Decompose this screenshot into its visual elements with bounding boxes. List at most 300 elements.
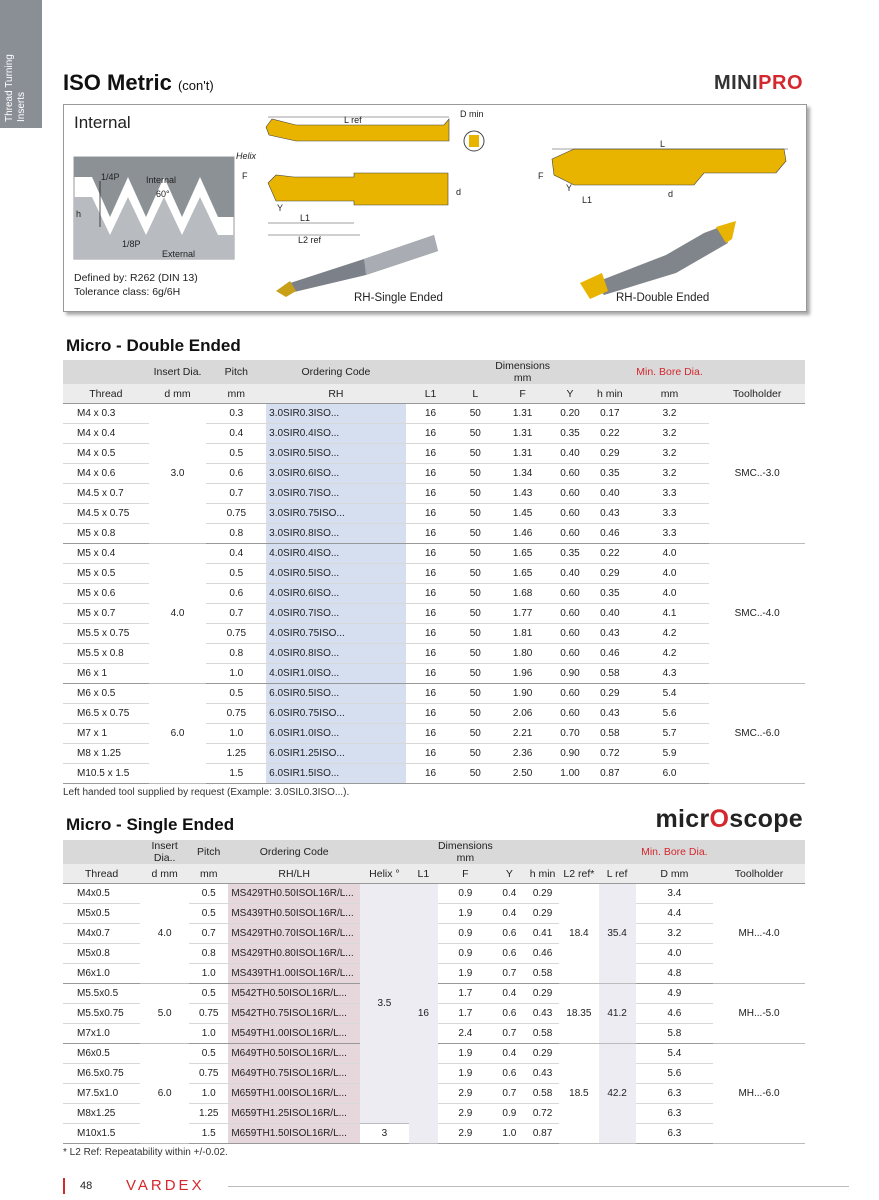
ordering-code-cell: MS429TH0.50ISOL16R/L... <box>228 884 360 904</box>
svg-text:Y: Y <box>566 183 573 193</box>
min-bore-cell: 4.3 <box>630 664 710 684</box>
ordering-code-cell: 6.0SIR0.5ISO... <box>266 684 406 704</box>
dimension-cell: 16 <box>406 504 456 524</box>
header-cell: Thread <box>63 384 149 404</box>
thread-cell: M5 x 0.4 <box>63 544 149 564</box>
ordering-code-cell: 4.0SIR0.5ISO... <box>266 564 406 584</box>
dimension-cell: 0.43 <box>590 504 630 524</box>
min-bore-cell: 4.0 <box>630 544 710 564</box>
header-cell: Insert Dia.. <box>140 840 189 864</box>
pitch-cell: 0.3 <box>206 404 266 424</box>
dimension-cell: 0.4 <box>493 984 526 1004</box>
dimension-cell: 0.29 <box>590 684 630 704</box>
pitch-cell: 1.25 <box>206 744 266 764</box>
pitch-cell: 0.75 <box>206 704 266 724</box>
dimension-cell: 0.70 <box>550 724 590 744</box>
single-ended-drawing <box>236 109 484 297</box>
dimension-cell: 0.9 <box>438 924 493 944</box>
thread-cell: M5 x 0.8 <box>63 524 149 544</box>
single-ended-note: * L2 Ref: Repeatability within +/-0.02. <box>63 1147 228 1158</box>
min-bore-cell: 4.0 <box>636 944 713 964</box>
thread-cell: M5x0.5 <box>63 904 140 924</box>
dimension-cell: 50 <box>455 504 495 524</box>
header-cell: mm <box>206 384 266 404</box>
toolholder-cell: SMC..-4.0 <box>709 544 805 684</box>
thread-cell: M6.5 x 0.75 <box>63 704 149 724</box>
thread-cell: M5.5x0.75 <box>63 1004 140 1024</box>
dimension-cell: 16 <box>406 584 456 604</box>
ordering-code-cell: MS439TH0.50ISOL16R/L... <box>228 904 360 924</box>
l-ref-cell: 35.4 <box>599 884 636 984</box>
header-cell: mm <box>189 864 228 884</box>
dimension-cell: 50 <box>455 644 495 664</box>
min-bore-cell: 6.0 <box>630 764 710 784</box>
table-header-row <box>63 840 805 864</box>
min-bore-cell: 3.2 <box>636 924 713 944</box>
pitch-cell: 1.5 <box>206 764 266 784</box>
svg-text:F: F <box>242 171 248 181</box>
header-cell: RH <box>266 384 406 404</box>
dimension-cell: 50 <box>455 584 495 604</box>
thread-cell: M4 x 0.4 <box>63 424 149 444</box>
pitch-cell: 1.0 <box>189 1024 228 1044</box>
l2-ref-cell: 18.35 <box>559 984 598 1044</box>
ordering-code-cell: MS439TH1.00ISOL16R/L... <box>228 964 360 984</box>
dimension-cell: 50 <box>455 684 495 704</box>
l1-cell: 16 <box>409 884 438 1144</box>
pitch-cell: 0.4 <box>206 424 266 444</box>
ordering-code-cell: 3.0SIR0.3ISO... <box>266 404 406 424</box>
ordering-code-cell: 6.0SIR1.5ISO... <box>266 764 406 784</box>
ordering-code-cell: MS429TH0.80ISOL16R/L... <box>228 944 360 964</box>
header-cell: L ref <box>599 864 636 884</box>
dimension-cell: 16 <box>406 644 456 664</box>
header-cell: Pitch <box>206 360 266 384</box>
dimension-cell: 1.9 <box>438 1044 493 1064</box>
header-cell: Y <box>493 864 526 884</box>
toolholder-cell: MH...-4.0 <box>713 884 805 984</box>
header-cell <box>526 840 559 864</box>
header-cell <box>713 840 805 864</box>
min-bore-cell: 3.3 <box>630 524 710 544</box>
minipro-logo: MINIPRO <box>713 72 803 94</box>
dimension-cell: 1.0 <box>493 1124 526 1144</box>
dimension-cell: 0.35 <box>590 464 630 484</box>
header-cell: Dimensions mm <box>495 360 551 384</box>
min-bore-cell: 3.3 <box>630 484 710 504</box>
pitch-cell: 1.0 <box>189 1084 228 1104</box>
dimension-cell: 0.35 <box>590 584 630 604</box>
dimension-cell: 1.81 <box>495 624 550 644</box>
dimension-cell: 50 <box>455 424 495 444</box>
ordering-code-cell: M659TH1.00ISOL16R/L... <box>228 1084 360 1104</box>
svg-text:F: F <box>538 171 544 181</box>
dimension-cell: 0.7 <box>493 1084 526 1104</box>
insert-dia-cell: 4.0 <box>149 544 207 684</box>
double-ended-drawing <box>538 139 788 299</box>
ordering-code-cell: 6.0SIR1.0ISO... <box>266 724 406 744</box>
dimension-cell: 0.43 <box>590 704 630 724</box>
dimension-cell: 0.87 <box>590 764 630 784</box>
min-bore-cell: 4.9 <box>636 984 713 1004</box>
dimension-cell: 1.9 <box>438 904 493 924</box>
pitch-cell: 0.6 <box>206 584 266 604</box>
min-bore-cell: 5.4 <box>630 684 710 704</box>
table-header-row <box>63 864 805 884</box>
dimension-cell: 50 <box>455 444 495 464</box>
header-cell: Pitch <box>189 840 228 864</box>
dimension-cell: 0.35 <box>550 424 590 444</box>
thread-cell: M5.5 x 0.75 <box>63 624 149 644</box>
dimension-cell: 0.43 <box>526 1004 559 1024</box>
dimension-cell: 2.06 <box>495 704 550 724</box>
svg-text:Internal: Internal <box>146 175 177 185</box>
min-bore-cell: 4.4 <box>636 904 713 924</box>
table-row <box>63 884 805 904</box>
header-cell <box>493 840 526 864</box>
thread-diagram-panel <box>63 104 807 312</box>
thread-cell: M4x0.5 <box>63 884 140 904</box>
header-cell: D mm <box>636 864 713 884</box>
dimension-cell: 16 <box>406 764 456 784</box>
pitch-cell: 0.4 <box>206 544 266 564</box>
dimension-cell: 1.90 <box>495 684 550 704</box>
dimension-cell: 2.21 <box>495 724 550 744</box>
svg-text:d: d <box>668 189 674 199</box>
l2-ref-cell: 18.4 <box>559 884 598 984</box>
header-cell <box>406 360 456 384</box>
ordering-code-cell: M649TH0.75ISOL16R/L... <box>228 1064 360 1084</box>
dimension-cell: 16 <box>406 664 456 684</box>
svg-text:D min: D min <box>460 109 484 119</box>
insert-dia-cell: 5.0 <box>140 984 189 1044</box>
min-bore-cell: 5.6 <box>630 704 710 724</box>
table-row <box>63 684 805 704</box>
insert-dia-cell: 6.0 <box>140 1044 189 1144</box>
title-suffix: (con't) <box>177 78 214 93</box>
table-header-row <box>63 360 805 384</box>
dimension-cell: 0.60 <box>550 644 590 664</box>
min-bore-cell: 6.3 <box>636 1084 713 1104</box>
header-cell: F <box>438 864 493 884</box>
double-ended-title: Micro - Double Ended <box>66 336 241 355</box>
dimension-cell: 1.34 <box>495 464 550 484</box>
dimension-cell: 0.60 <box>550 484 590 504</box>
thread-cell: M5x0.8 <box>63 944 140 964</box>
dimension-cell: 50 <box>455 564 495 584</box>
svg-text:External: External <box>162 249 196 259</box>
ordering-code-cell: 3.0SIR0.7ISO... <box>266 484 406 504</box>
dimension-cell: 1.65 <box>495 564 550 584</box>
dimension-cell: 0.72 <box>526 1104 559 1124</box>
dimension-cell: 0.29 <box>526 984 559 1004</box>
header-cell <box>559 840 598 864</box>
pitch-cell: 0.7 <box>206 484 266 504</box>
helix-cell: 3 <box>360 1124 409 1144</box>
pitch-cell: 0.5 <box>189 1044 228 1064</box>
min-bore-cell: 5.4 <box>636 1044 713 1064</box>
header-cell: Toolholder <box>713 864 805 884</box>
pitch-cell: 1.5 <box>189 1124 228 1144</box>
dimension-cell: 0.60 <box>550 524 590 544</box>
dimension-cell: 50 <box>455 704 495 724</box>
dimension-cell: 0.60 <box>550 604 590 624</box>
dimension-cell: 50 <box>455 404 495 424</box>
thread-cell: M6 x 0.5 <box>63 684 149 704</box>
min-bore-cell: 4.2 <box>630 644 710 664</box>
dimension-cell: 0.90 <box>550 744 590 764</box>
header-cell: Dimensions mm <box>437 840 493 864</box>
dimension-cell: 0.29 <box>590 564 630 584</box>
dimension-cell: 1.31 <box>495 444 550 464</box>
ordering-code-cell: 3.0SIR0.5ISO... <box>266 444 406 464</box>
min-bore-cell: 3.3 <box>630 504 710 524</box>
header-cell <box>63 360 149 384</box>
thread-cell: M7 x 1 <box>63 724 149 744</box>
ordering-code-cell: M549TH1.00ISOL16R/L... <box>228 1024 360 1044</box>
insert-dia-cell: 4.0 <box>140 884 189 984</box>
dimension-cell: 2.9 <box>438 1084 493 1104</box>
dimension-cell: 0.72 <box>590 744 630 764</box>
standard-note <box>74 271 198 299</box>
internal-label: Internal <box>74 113 131 132</box>
dimension-cell: 0.6 <box>493 1004 526 1024</box>
svg-text:L1: L1 <box>582 195 593 205</box>
pitch-cell: 0.5 <box>189 884 228 904</box>
dimension-cell: 1.00 <box>550 764 590 784</box>
pitch-cell: 1.0 <box>206 664 266 684</box>
table-row <box>63 404 805 424</box>
thread-cell: M6 x 1 <box>63 664 149 684</box>
dimension-cell: 1.80 <box>495 644 550 664</box>
thread-cell: M7x1.0 <box>63 1024 140 1044</box>
pitch-cell: 0.5 <box>206 684 266 704</box>
min-bore-cell: 3.2 <box>630 404 710 424</box>
ordering-code-cell: 4.0SIR0.6ISO... <box>266 584 406 604</box>
dimension-cell: 0.22 <box>590 544 630 564</box>
pitch-cell: 0.5 <box>206 564 266 584</box>
thread-cell: M5 x 0.5 <box>63 564 149 584</box>
dimension-cell: 0.6 <box>493 1064 526 1084</box>
dimension-cell: 16 <box>406 424 456 444</box>
dimension-cell: 16 <box>406 684 456 704</box>
dimension-cell: 1.96 <box>495 664 550 684</box>
header-cell: Insert Dia. <box>149 360 207 384</box>
dimension-cell: 16 <box>406 624 456 644</box>
thread-cell: M10.5 x 1.5 <box>63 764 149 784</box>
pitch-cell: 0.8 <box>206 644 266 664</box>
dimension-cell: 0.6 <box>493 944 526 964</box>
dimension-cell: 1.7 <box>438 984 493 1004</box>
toolholder-cell: SMC..-6.0 <box>709 684 805 784</box>
table-header-row <box>63 384 805 404</box>
ordering-code-cell: 4.0SIR0.7ISO... <box>266 604 406 624</box>
dimension-cell: 0.58 <box>590 724 630 744</box>
min-bore-cell: 5.7 <box>630 724 710 744</box>
thread-cell: M6.5x0.75 <box>63 1064 140 1084</box>
dimension-cell: 0.40 <box>590 484 630 504</box>
header-cell: d mm <box>140 864 189 884</box>
dimension-cell: 1.43 <box>495 484 550 504</box>
ordering-code-cell: M542TH0.75ISOL16R/L... <box>228 1004 360 1024</box>
dimension-cell: 0.4 <box>493 1044 526 1064</box>
dimension-cell: 0.29 <box>590 444 630 464</box>
double-ended-note: Left handed tool supplied by request (Example: 3.0SIL0.3ISO...). <box>63 787 350 798</box>
min-bore-cell: 4.0 <box>630 584 710 604</box>
pitch-cell: 0.5 <box>189 984 228 1004</box>
dimension-cell: 2.4 <box>438 1024 493 1044</box>
dimension-cell: 0.4 <box>493 884 526 904</box>
pitch-cell: 0.7 <box>189 924 228 944</box>
footer-divider <box>228 1186 849 1187</box>
dimension-cell: 1.65 <box>495 544 550 564</box>
caption-double-ended: RH-Double Ended <box>616 292 710 304</box>
min-bore-cell: 4.0 <box>630 564 710 584</box>
header-cell: L2 ref* <box>559 864 598 884</box>
dimension-cell: 16 <box>406 604 456 624</box>
thread-cell: M10x1.5 <box>63 1124 140 1144</box>
pitch-cell: 0.8 <box>189 944 228 964</box>
dimension-cell: 0.60 <box>550 704 590 724</box>
min-bore-cell: 4.6 <box>636 1004 713 1024</box>
svg-text:60°: 60° <box>156 189 170 199</box>
dimension-cell: 16 <box>406 544 456 564</box>
ordering-code-cell: M659TH1.50ISOL16R/L... <box>228 1124 360 1144</box>
dimension-cell: 0.7 <box>493 964 526 984</box>
dimension-cell: 0.60 <box>550 464 590 484</box>
dimension-cell: 16 <box>406 564 456 584</box>
dimension-cell: 0.41 <box>526 924 559 944</box>
dimension-cell: 50 <box>455 664 495 684</box>
dimension-cell: 0.46 <box>590 524 630 544</box>
thread-cell: M5.5 x 0.8 <box>63 644 149 664</box>
header-cell <box>409 840 438 864</box>
dimension-cell: 50 <box>455 464 495 484</box>
dimension-cell: 16 <box>406 464 456 484</box>
ordering-code-cell: M659TH1.25ISOL16R/L... <box>228 1104 360 1124</box>
dimension-cell: 1.45 <box>495 504 550 524</box>
insert-dia-cell: 6.0 <box>149 684 207 784</box>
thread-cell: M4.5 x 0.7 <box>63 484 149 504</box>
thread-cell: M5 x 0.6 <box>63 584 149 604</box>
header-cell: Helix ° <box>360 864 409 884</box>
dimension-cell: 1.31 <box>495 424 550 444</box>
dimension-cell: 0.43 <box>590 624 630 644</box>
footer-accent <box>63 1178 65 1194</box>
dimension-cell: 2.50 <box>495 764 550 784</box>
pitch-cell: 0.5 <box>189 904 228 924</box>
header-cell: Thread <box>63 864 140 884</box>
page-title: ISO Metric (con't) <box>63 70 214 95</box>
thread-cell: M5.5x0.5 <box>63 984 140 1004</box>
header-cell: d mm <box>149 384 207 404</box>
thread-cell: M8x1.25 <box>63 1104 140 1124</box>
dimension-cell: 2.9 <box>438 1104 493 1124</box>
svg-text:Helix: Helix <box>236 151 257 161</box>
dimension-cell: 0.60 <box>550 684 590 704</box>
svg-text:h: h <box>76 209 82 219</box>
dimension-cell: 0.20 <box>550 404 590 424</box>
thread-cell: M6x1.0 <box>63 964 140 984</box>
dimension-cell: 50 <box>455 484 495 504</box>
header-cell <box>709 360 805 384</box>
dimension-cell: 0.35 <box>550 544 590 564</box>
header-cell <box>590 360 630 384</box>
dimension-cell: 1.46 <box>495 524 550 544</box>
dimension-cell: 50 <box>455 604 495 624</box>
dimension-cell: 0.46 <box>526 944 559 964</box>
dimension-cell: 1.7 <box>438 1004 493 1024</box>
min-bore-cell: 3.2 <box>630 464 710 484</box>
thread-profile-diagram <box>74 157 234 259</box>
header-cell: h min <box>526 864 559 884</box>
dimension-cell: 2.36 <box>495 744 550 764</box>
dimension-cell: 50 <box>455 724 495 744</box>
header-cell: mm <box>630 384 710 404</box>
min-bore-cell: 4.1 <box>630 604 710 624</box>
dimension-cell: 0.58 <box>526 964 559 984</box>
header-cell <box>550 360 590 384</box>
ordering-code-cell: 3.0SIR0.4ISO... <box>266 424 406 444</box>
thread-cell: M5 x 0.7 <box>63 604 149 624</box>
ordering-code-cell: 3.0SIR0.6ISO... <box>266 464 406 484</box>
page-number: 48 <box>80 1180 93 1192</box>
dimension-cell: 0.22 <box>590 424 630 444</box>
l-ref-cell: 41.2 <box>599 984 636 1044</box>
dimension-cell: 16 <box>406 524 456 544</box>
dimension-cell: 0.90 <box>550 664 590 684</box>
toolholder-cell: MH...-6.0 <box>713 1044 805 1144</box>
pitch-cell: 1.25 <box>189 1104 228 1124</box>
min-bore-cell: 6.3 <box>636 1124 713 1144</box>
dimension-cell: 0.58 <box>590 664 630 684</box>
thread-cell: M8 x 1.25 <box>63 744 149 764</box>
svg-text:L1: L1 <box>300 213 311 223</box>
section-side-tab <box>0 0 42 128</box>
vardex-logo: VARDEX <box>126 1177 205 1194</box>
microscope-logo: micrOscope <box>655 805 803 833</box>
header-cell: Ordering Code <box>228 840 360 864</box>
ordering-code-cell: 4.0SIR0.8ISO... <box>266 644 406 664</box>
ordering-code-cell: M649TH0.50ISOL16R/L... <box>228 1044 360 1064</box>
min-bore-cell: 3.2 <box>630 444 710 464</box>
dimension-cell: 50 <box>455 624 495 644</box>
l2-ref-cell: 18.5 <box>559 1044 598 1144</box>
pitch-cell: 0.75 <box>189 1064 228 1084</box>
header-cell: Ordering Code <box>266 360 406 384</box>
dimension-cell: 0.58 <box>526 1024 559 1044</box>
thread-cell: M4 x 0.6 <box>63 464 149 484</box>
header-cell <box>455 360 495 384</box>
thread-cell: M4 x 0.3 <box>63 404 149 424</box>
dimension-cell: 1.31 <box>495 404 550 424</box>
dimension-cell: 0.9 <box>493 1104 526 1124</box>
thread-cell: M4x0.7 <box>63 924 140 944</box>
svg-text:Y: Y <box>277 203 284 213</box>
dimension-cell: 0.17 <box>590 404 630 424</box>
dimension-cell: 0.29 <box>526 1044 559 1064</box>
ordering-code-cell: 6.0SIR1.25ISO... <box>266 744 406 764</box>
header-cell: Min. Bore Dia. <box>636 840 713 864</box>
defined-by-text: Defined by: R262 (DIN 13) <box>74 272 198 284</box>
dimension-cell: 50 <box>455 744 495 764</box>
toolholder-cell: MH...-5.0 <box>713 984 805 1044</box>
side-tab-label: Thread Turning Inserts <box>4 54 27 122</box>
svg-text:d: d <box>456 187 462 197</box>
pitch-cell: 0.75 <box>206 624 266 644</box>
header-cell <box>599 840 636 864</box>
ordering-code-cell: 6.0SIR0.75ISO... <box>266 704 406 724</box>
